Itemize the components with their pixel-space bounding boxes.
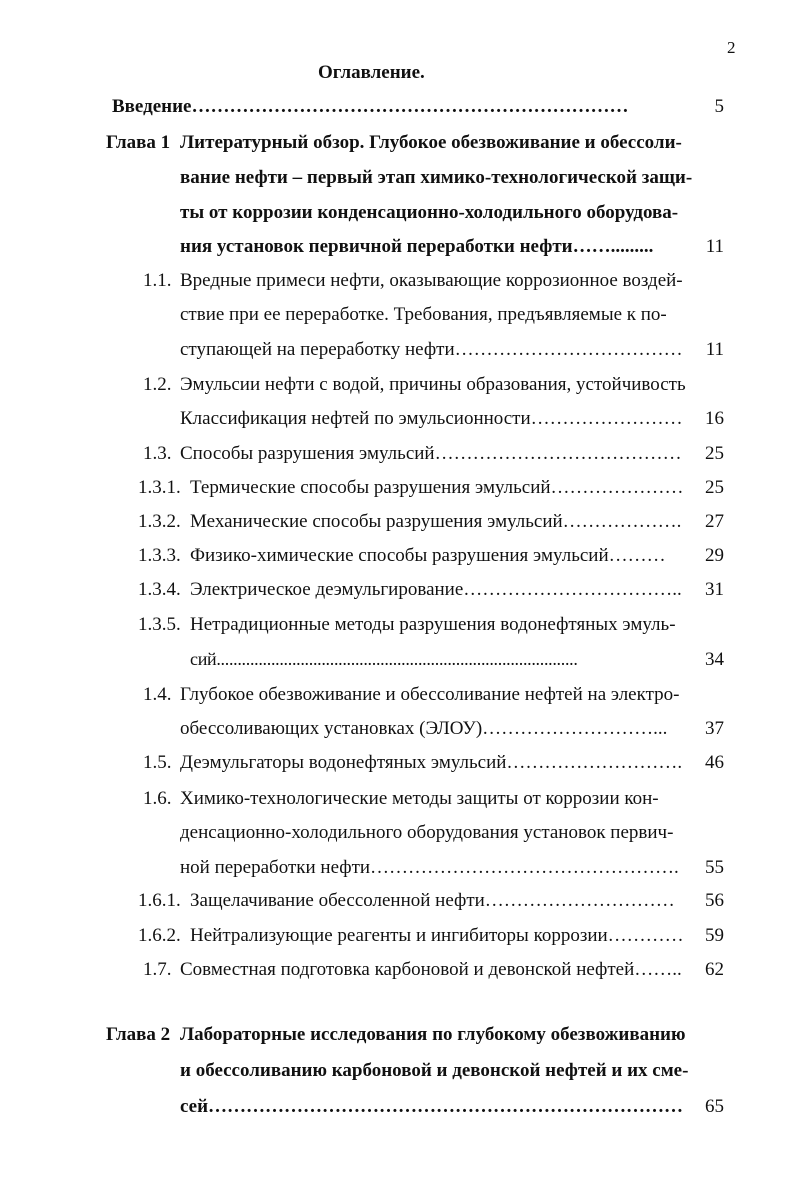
entry-page: 25 (705, 443, 724, 464)
section-number: 1.2. (143, 374, 172, 395)
entry-line: Термические способы разрушения эмульсий………………… (190, 477, 684, 498)
entry-line: Электрическое деэмульгирование…………………………….. (190, 579, 682, 600)
entry-line: Лабораторные исследования по глубокому обезвоживанию (180, 1024, 686, 1045)
entry-line: Химико-технологические методы защиты от коррозии кон- (180, 788, 659, 809)
entry-line: Эмульсии нефти с водой, причины образования, устойчивость (180, 374, 686, 395)
entry-page: 46 (705, 752, 724, 773)
entry-line: Совместная подготовка карбоновой и девонской нефтей…….. (180, 959, 682, 980)
entry-line: вание нефти – первый этап химико-технологической защи- (180, 167, 693, 188)
entry-line: Физико-химические способы разрушения эмульсий……… (190, 545, 666, 566)
entry-page: 55 (705, 857, 724, 878)
entry-line: ступающей на переработку нефти……………………………… (180, 339, 683, 360)
section-number: 1.6.1. (138, 890, 181, 911)
entry-line: ния установок первичной переработки нефти……......... (180, 236, 654, 257)
entry-line: ты от коррозии конденсационно-холодильного оборудова- (180, 202, 679, 223)
entry-page: 16 (705, 408, 724, 429)
entry-page: 34 (705, 649, 724, 670)
section-number: 1.3.3. (138, 545, 181, 566)
entry-page: 59 (705, 925, 724, 946)
entry-line: ной переработки нефти…………………………………………. (180, 857, 679, 878)
section-number: 1.1. (143, 270, 172, 291)
section-number: 1.3.2. (138, 511, 181, 532)
entry-page: 65 (705, 1096, 724, 1117)
entry-page: 62 (705, 959, 724, 980)
entry-line: Вредные примеси нефти, оказывающие коррозионное воздей- (180, 270, 683, 291)
entry-line: ствие при ее переработке. Требования, предъявляемые к по- (180, 304, 667, 325)
toc-title: Оглавление. (318, 62, 425, 83)
section-number: 1.6.2. (138, 925, 181, 946)
entry-page: 29 (705, 545, 724, 566)
entry-line: сей………………………………………………………………… (180, 1096, 684, 1117)
section-number: 1.5. (143, 752, 172, 773)
entry-line: сий...................................................................................... (190, 649, 578, 669)
section-number: 1.3. (143, 443, 172, 464)
section-number: 1.3.5. (138, 614, 181, 635)
entry-page: 25 (705, 477, 724, 498)
entry-page: 31 (705, 579, 724, 600)
entry-page: 5 (714, 96, 724, 117)
section-number: 1.4. (143, 684, 172, 705)
section-number: 1.7. (143, 959, 172, 980)
entry-page: 56 (705, 890, 724, 911)
entry-line: Классификация нефтей по эмульсионности…………………… (180, 408, 683, 429)
section-number: 1.6. (143, 788, 172, 809)
entry-page: 27 (705, 511, 724, 532)
chapter-number: Глава 1 (106, 132, 171, 153)
entry-line: обессоливающих установках (ЭЛОУ)………………………... (180, 718, 668, 739)
entry-line: Защелачивание обессоленной нефти………………………… (190, 890, 675, 911)
section-number: 1.3.4. (138, 579, 181, 600)
entry-line: Нейтрализующие реагенты и ингибиторы коррозии………… (190, 925, 684, 946)
chapter-number: Глава 2 (106, 1024, 171, 1045)
page-number: 2 (727, 38, 736, 57)
entry-line: Деэмульгаторы водонефтяных эмульсий………………………. (180, 752, 683, 773)
entry-label: Введение…………………………………………………………… (112, 96, 629, 117)
entry-line: Литературный обзор. Глубокое обезвоживание и обессоли- (180, 132, 682, 153)
entry-line: денсационно-холодильного оборудования установок первич- (180, 822, 674, 843)
entry-page: 11 (705, 236, 724, 257)
entry-line: Механические способы разрушения эмульсий………………. (190, 511, 682, 532)
entry-page: 37 (705, 718, 724, 739)
entry-page: 11 (705, 339, 724, 360)
entry-line: Способы разрушения эмульсий………………………………… (180, 443, 682, 464)
entry-line: Глубокое обезвоживание и обессоливание нефтей на электро- (180, 684, 680, 705)
section-number: 1.3.1. (138, 477, 181, 498)
entry-line: и обессоливанию карбоновой и девонской нефтей и их сме- (180, 1060, 689, 1081)
entry-line: Нетрадиционные методы разрушения водонефтяных эмуль- (190, 614, 676, 635)
